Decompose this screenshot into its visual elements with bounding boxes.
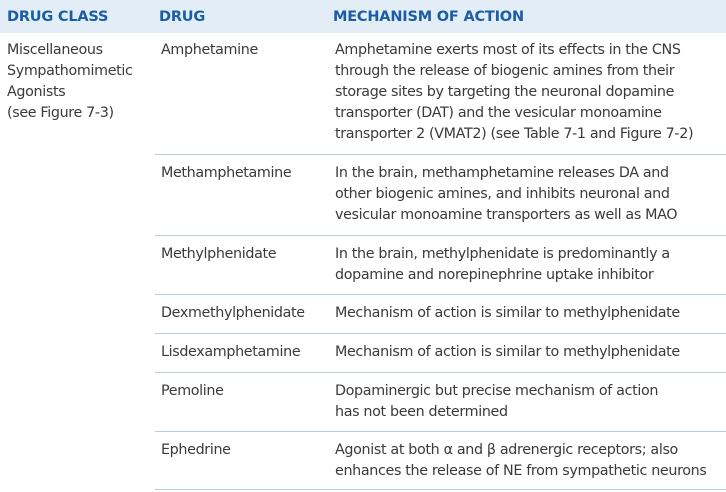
mechanism-cell [335, 303, 725, 324]
row-divider [155, 333, 726, 334]
mechanism-line: other biogenic amines, and inhibits neuronal and [335, 186, 670, 202]
mechanism-line: has not been determined [335, 404, 508, 420]
mechanism-line: transporter 2 (VMAT2) (see Table 7-1 and Figure 7-2) [335, 126, 694, 142]
drug-name: Ephedrine [161, 442, 231, 458]
mechanism-line: Mechanism of action is similar to methylphenidate [335, 305, 680, 321]
drug-name: Dexmethylphenidate [161, 305, 305, 321]
mechanism-line: Agonist at both α and β adrenergic receptors; also [335, 442, 678, 458]
drug-name: Methamphetamine [161, 165, 292, 181]
header-drug: DRUG [159, 9, 206, 25]
row-divider [155, 431, 726, 432]
mechanism-cell [335, 163, 725, 226]
drug-name: Pemoline [161, 383, 224, 399]
drug-name: Lisdexamphetamine [161, 344, 301, 360]
mechanism-line: In the brain, methylphenidate is predominantly a [335, 246, 670, 262]
drug-name: Methylphenidate [161, 246, 277, 262]
mechanism-line: through the release of biogenic amines from their [335, 63, 675, 79]
mechanism-cell [335, 40, 725, 145]
drug-class-cell [7, 40, 155, 124]
drug-name: Amphetamine [161, 42, 258, 58]
mechanism-line: dopamine and norepinephrine uptake inhibitor [335, 267, 654, 283]
mechanism-line: storage sites by targeting the neuronal dopamine [335, 84, 675, 100]
row-divider [155, 154, 726, 155]
mechanism-line: Dopaminergic but precise mechanism of action [335, 383, 659, 399]
mechanism-line: transporter (DAT) and the vesicular monoamine [335, 105, 662, 121]
row-divider [155, 372, 726, 373]
mechanism-line: enhances the release of NE from sympathetic neurons [335, 463, 707, 479]
mechanism-line: Mechanism of action is similar to methylphenidate [335, 344, 680, 360]
row-divider [155, 294, 726, 295]
mechanism-line: vesicular monoamine transporters as well as MAO [335, 207, 678, 223]
mechanism-cell [335, 342, 725, 363]
header-mechanism: MECHANISM OF ACTION [333, 9, 524, 25]
drug-class-line: (see Figure 7-3) [7, 105, 114, 121]
table-header [0, 0, 726, 33]
drug-class-line: Agonists [7, 84, 66, 100]
mechanism-line: Amphetamine exerts most of its effects in the CNS [335, 42, 681, 58]
row-divider [155, 489, 726, 490]
mechanism-cell [335, 381, 725, 423]
row-divider [155, 235, 726, 236]
drug-class-line: Miscellaneous [7, 42, 103, 58]
mechanism-cell [335, 440, 725, 482]
header-drug-class: DRUG CLASS [7, 9, 109, 25]
mechanism-cell [335, 244, 725, 286]
drug-class-line: Sympathomimetic [7, 63, 133, 79]
mechanism-line: In the brain, methamphetamine releases DA and [335, 165, 669, 181]
